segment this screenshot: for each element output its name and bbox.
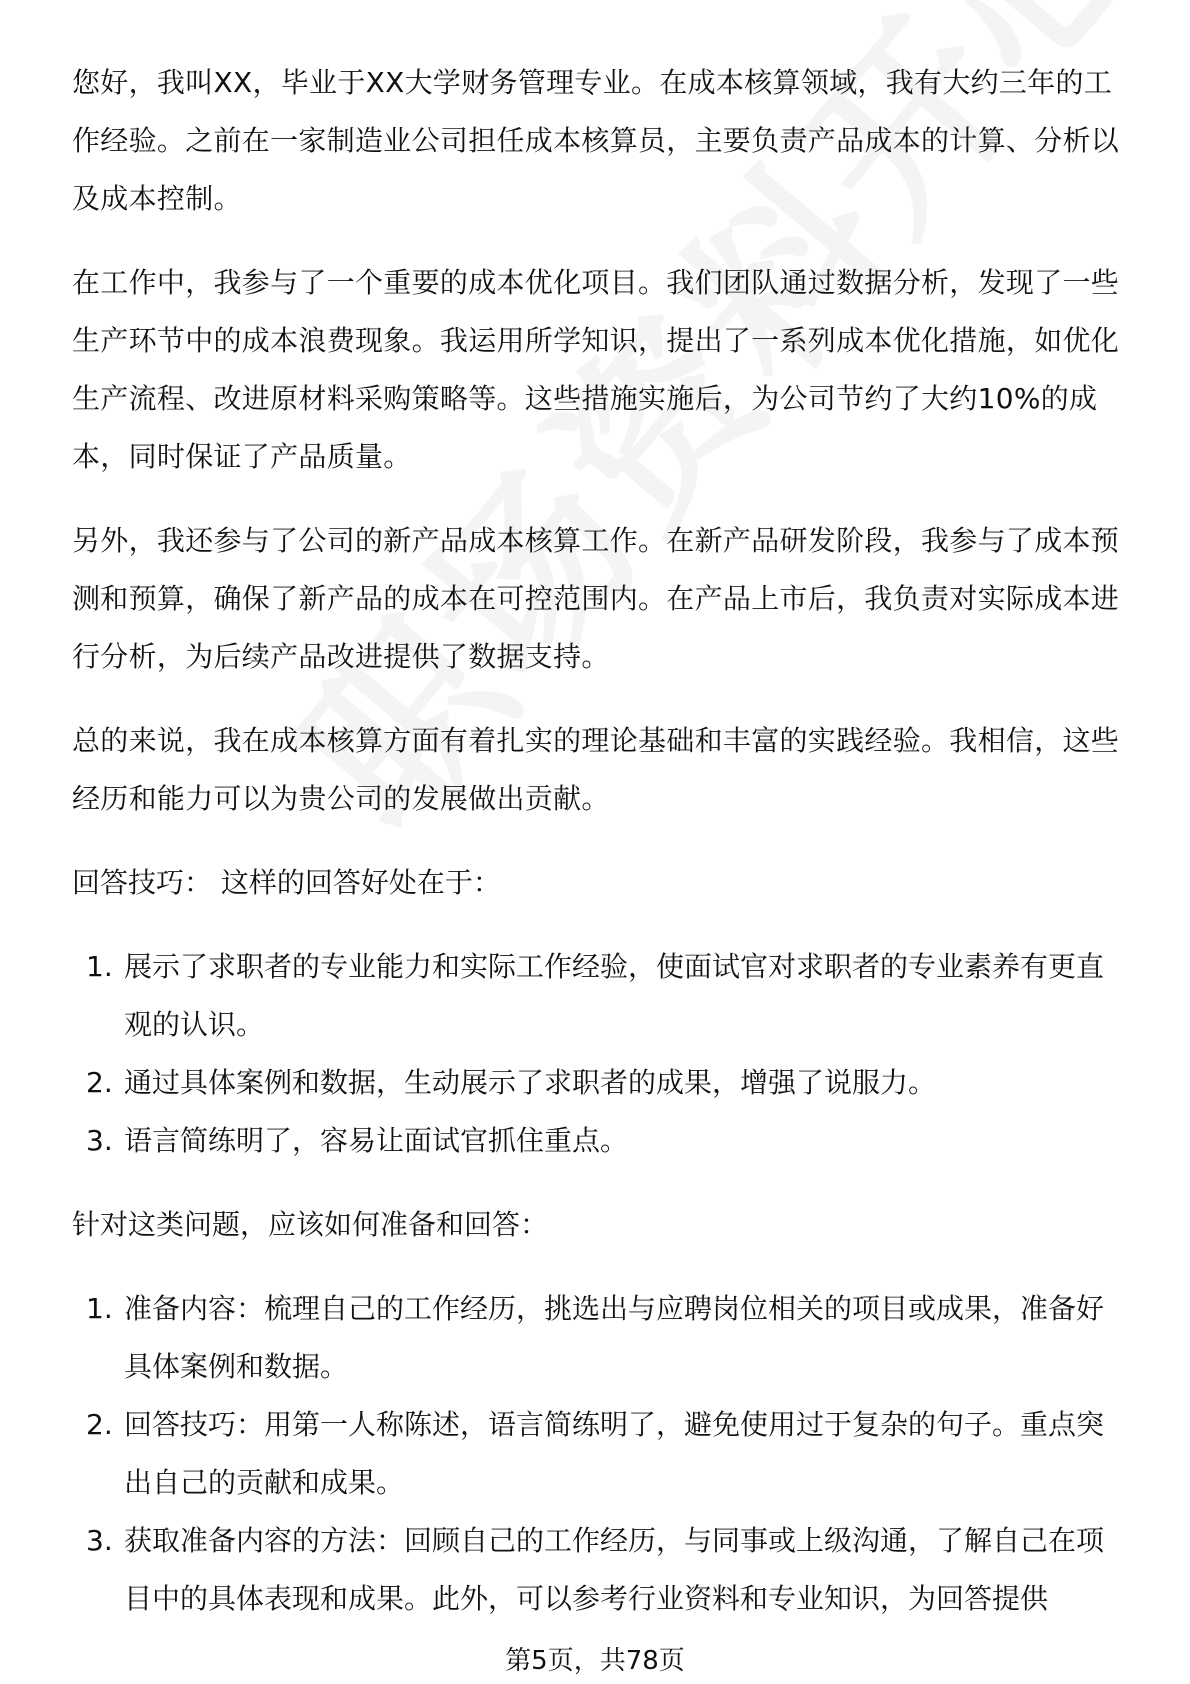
tips-list: [72, 938, 1120, 1170]
list-number: 2.: [86, 1408, 113, 1441]
list-number: 3.: [86, 1124, 113, 1157]
tips-heading: 回答技巧： 这样的回答好处在于：: [72, 866, 501, 899]
prep-list: [72, 1280, 1120, 1628]
list-text: 获取准备内容的方法：回顾自己的工作经历，与同事或上级沟通，了解自己在项目中的具体表现和成果。此外，可以参考行业资料和专业知识，为回答提供: [124, 1524, 1105, 1615]
list-item: [72, 1280, 1120, 1396]
prep-heading: 针对这类问题，应该如何准备和回答：: [72, 1208, 549, 1241]
document-body: [72, 54, 1120, 1654]
list-text: 语言简练明了，容易让面试官抓住重点。: [124, 1124, 629, 1157]
list-item: [72, 1054, 1120, 1112]
list-number: 3.: [86, 1524, 113, 1557]
paragraph-new-product: 另外，我还参与了公司的新产品成本核算工作。在新产品研发阶段，我参与了成本预测和预算，确保了新产品的成本在可控范围内。在产品上市后，我负责对实际成本进行分析，为后续产品改进提供了数据支持。: [72, 524, 1120, 673]
paragraph-intro: 您好，我叫XX，毕业于XX大学财务管理专业。在成本核算领域，我有大约三年的工作经验。之前在一家制造业公司担任成本核算员，主要负责产品成本的计算、分析以及成本控制。: [72, 66, 1120, 215]
list-item: [72, 1512, 1120, 1628]
list-item: [72, 1396, 1120, 1512]
list-number: 1.: [86, 1292, 113, 1325]
list-text: 展示了求职者的专业能力和实际工作经验，使面试官对求职者的专业素养有更直观的认识。: [124, 950, 1105, 1041]
paragraph-project: 在工作中，我参与了一个重要的成本优化项目。我们团队通过数据分析，发现了一些生产环节中的成本浪费现象。我运用所学知识，提出了一系列成本优化措施，如优化生产流程、改进原材料采购策略等。这些措施实施后，为公司节约了大约10%的成本，同时保证了产品质量。: [72, 266, 1120, 473]
list-text: 通过具体案例和数据，生动展示了求职者的成果，增强了说服力。: [124, 1066, 937, 1099]
list-item: [72, 1112, 1120, 1170]
list-number: 2.: [86, 1066, 113, 1099]
list-text: 准备内容：梳理自己的工作经历，挑选出与应聘岗位相关的项目或成果，准备好具体案例和数据。: [124, 1292, 1105, 1383]
list-item: [72, 938, 1120, 1054]
page-footer: 第5页，共78页: [505, 1646, 685, 1676]
list-text: 回答技巧：用第一人称陈述，语言简练明了，避免使用过于复杂的句子。重点突出自己的贡献和成果。: [124, 1408, 1105, 1499]
paragraph-summary: 总的来说，我在成本核算方面有着扎实的理论基础和丰富的实践经验。我相信，这些经历和能力可以为贵公司的发展做出贡献。: [72, 724, 1120, 815]
list-number: 1.: [86, 950, 113, 983]
